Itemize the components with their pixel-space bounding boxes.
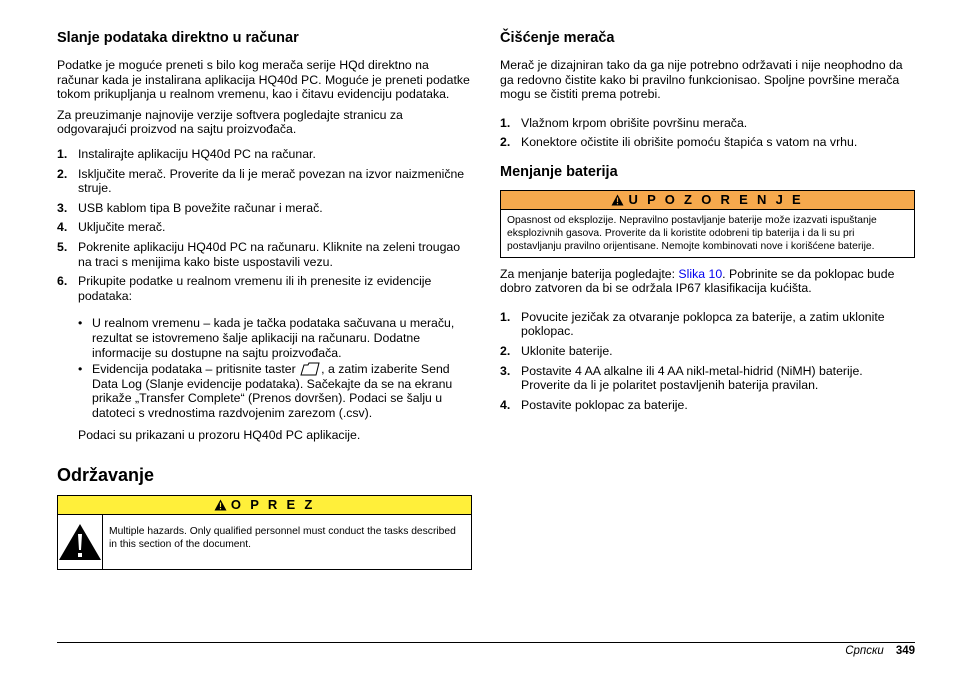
footer-language: Српски: [845, 645, 884, 657]
after-list-paragraph: Podaci su prikazani u prozoru HQ40d PC aplikacije.: [78, 428, 361, 443]
battery-steps: [500, 310, 915, 413]
footer-divider: [57, 642, 915, 643]
download-paragraph: Za preuzimanje najnovije verzije softvera pogledajte stranicu za odgovarajući proizvod na sajtu proizvođača.: [57, 107, 403, 137]
warning-triangle-icon: [58, 523, 102, 561]
send-data-steps: [57, 147, 472, 421]
folder-key-icon: [300, 362, 320, 376]
battery-paragraph: Za menjanje baterija pogledajte: Slika 10. Pobrinite se da poklopac bude dobro zatvoren da bi se održala IP67 klasifikacija kućišta.: [500, 266, 895, 296]
page-footer: [845, 642, 915, 658]
section-heading-battery: Menjanje baterija: [500, 163, 618, 180]
intro-paragraph: Podatke je moguće preneti s bilo kog merača serije HQd direktno na računar kada je instalirana aplikacija HQ40d PC. Moguće je preneti podatke tokom prikupljanja u realnom vremenu, kao i čitavu evidenciju podataka.: [57, 58, 470, 102]
page-number: 349: [895, 645, 915, 657]
cleaning-paragraph: Merač je dizajniran tako da ga nije potrebno održavati i nije neophodno da ga redovno čistite kako bi pravilno funkcionisao. Spoljne površine merača mogu se čistiti prema potrebi.: [500, 58, 903, 102]
bullet-realtime: • U realnom vremenu – kada je tačka podataka sačuvana u meraču, rezultat se istovremeno šalje aplikaciji na računaru. Dodatne informacije su dostupne na sajtu proizvođača.: [78, 316, 455, 360]
bullet-icon: •: [78, 316, 83, 331]
section-heading-send-data: Slanje podataka direktno u računar: [57, 30, 299, 46]
list-item: 2. Konektore očistite ili obrišite pomoću štapića s vatom na vrhu.: [500, 135, 858, 150]
warning-triangle-icon: [611, 194, 624, 206]
warning-box: [500, 190, 915, 258]
caution-text: Multiple hazards. Only qualified personnel must conduct the tasks described in this section of the document.: [109, 526, 456, 551]
warning-text: Opasnost od eksplozije. Nepravilno postavljanje baterije može izazvati ispuštanje eksplozivnih gasova. Proverite da li koristite odobreni tip baterija i da li su pri postavljanju pravilno orijentisane. Nemojte kombinovati nove i korišćene baterije.: [507, 214, 877, 253]
list-item: 3. Postavite 4 AA alkalne ili 4 AA nikl-metal-hidrid (NiMH) baterije. Proverite da li je polaritet postavljenih baterija pravilan.: [500, 363, 863, 393]
list-item: 1. Povucite jezičak za otvaranje poklopca za baterije, a zatim uklonite poklopac.: [500, 309, 885, 339]
section-heading-maintenance: Održavanje: [57, 465, 155, 486]
list-item: 5. Pokrenite aplikaciju HQ40d PC na računaru. Kliknite na zeleni trougao na traci s menijima kako biste uspostavili vezu.: [57, 239, 461, 269]
caution-header: O P R E Z: [58, 496, 471, 515]
list-item: 2. Isključite merač. Proverite da li je merač povezan na izvor naizmenične struje.: [57, 166, 465, 196]
list-item: 3. USB kablom tipa B povežite računar i merač.: [57, 200, 323, 215]
list-item: 4. Uključite merač.: [57, 220, 166, 235]
bullet-datalog: • Evidencija podataka – pritisnite taster , a zatim izaberite Send Data Log (Slanje evidencije podataka). Sačekajte da se na ekranu prikaže „Transfer Complete“ (Prenos dovršen). Podaci se šalju u datoteci s vrednostima razdvojenim zarezom (.csv).: [78, 362, 453, 420]
caution-box: [57, 495, 472, 570]
warning-header: U P O Z O R E N J E: [501, 191, 914, 210]
list-item: 1. Instalirajte aplikaciju HQ40d PC na računar.: [57, 146, 316, 161]
section-heading-cleaning: Čišćenje merača: [500, 30, 615, 46]
list-item: 1. Vlažnom krpom obrišite površinu merača.: [500, 115, 748, 130]
left-column: [57, 30, 472, 582]
figure-link[interactable]: Slika 10: [678, 266, 723, 281]
warning-triangle-icon: [214, 499, 227, 511]
list-item: 4. Postavite poklopac za baterije.: [500, 397, 688, 412]
bullet-icon: •: [78, 362, 83, 377]
right-column: [500, 30, 915, 417]
list-item: 2. Uklonite baterije.: [500, 343, 613, 358]
transfer-options-list: [57, 316, 472, 420]
list-item: 6. Prikupite podatke u realnom vremenu ili ih prenesite iz evidencije podataka: • U realnom vremenu – kada je tačka podataka sačuvana u meraču, rezultat se istovremeno šalje aplikaciji na računaru. Dodatne informacije su dostupne na sajtu proizvođača. • Evidencija podataka – pritisnite taster , a zatim izaberite Send Data Log (Slanje evidencije podataka). Sačekajte da se na ekranu prikaže „Transfer Complete“ (Prenos dovršen). Podaci se šalju u datoteci s vrednostima razdvojenim zarezom (.csv).: [57, 274, 472, 420]
cleaning-steps: [500, 116, 915, 150]
